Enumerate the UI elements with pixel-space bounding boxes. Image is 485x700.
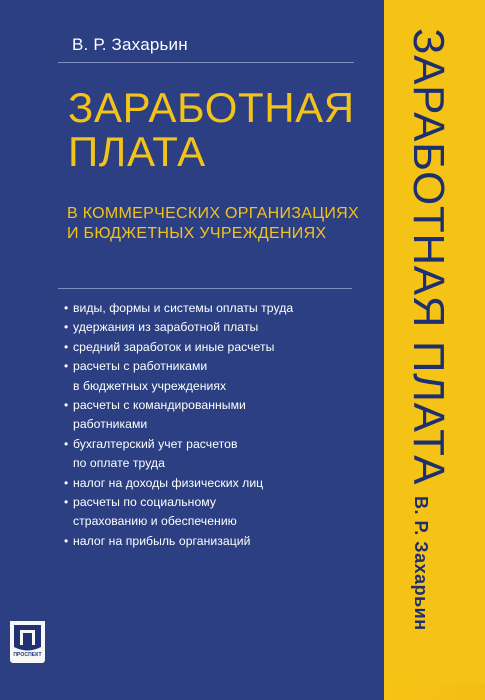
feature-item-2: • удержания из заработной платы bbox=[64, 318, 382, 337]
feature-item-5: • расчеты с командированными работниками bbox=[64, 396, 382, 435]
top-divider bbox=[58, 62, 354, 63]
features-list bbox=[64, 299, 382, 551]
cover-title bbox=[68, 86, 368, 174]
spine-author: В. Р. Захарьин bbox=[411, 496, 431, 631]
feature-item-8: • расчеты по социальному страхованию и обеспечению bbox=[64, 493, 382, 532]
cover-title-line-2: ПЛАТА bbox=[68, 128, 206, 175]
prospekt-logo-icon bbox=[10, 621, 45, 663]
middle-divider bbox=[58, 288, 352, 289]
feature-item-7: • налог на доходы физических лиц bbox=[64, 474, 382, 493]
cover-subtitle-line-1: В КОММЕРЧЕСКИХ ОРГАНИЗАЦИЯХ bbox=[67, 205, 359, 222]
feature-item-9: • налог на прибыль организаций bbox=[64, 532, 382, 551]
feature-item-6: • бухгалтерский учет расчетов по оплате труда bbox=[64, 435, 382, 474]
feature-item-4: • расчеты с работниками в бюджетных учреждениях bbox=[64, 357, 382, 396]
publisher-name: ПРОСПЕКТ bbox=[13, 652, 42, 658]
cover-subtitle-line-2: И БЮДЖЕТНЫХ УЧРЕЖДЕНИЯХ bbox=[67, 225, 327, 242]
feature-item-1: • виды, формы и системы оплаты труда bbox=[64, 299, 382, 318]
spine-title: ЗАРАБОТНАЯ ПЛАТА bbox=[404, 28, 453, 486]
cover-title-line-1: ЗАРАБОТНАЯ bbox=[68, 84, 355, 131]
cover-author: В. Р. Захарьин bbox=[72, 35, 188, 54]
feature-item-3: • средний заработок и иные расчеты bbox=[64, 338, 382, 357]
cover-subtitle bbox=[67, 204, 373, 244]
